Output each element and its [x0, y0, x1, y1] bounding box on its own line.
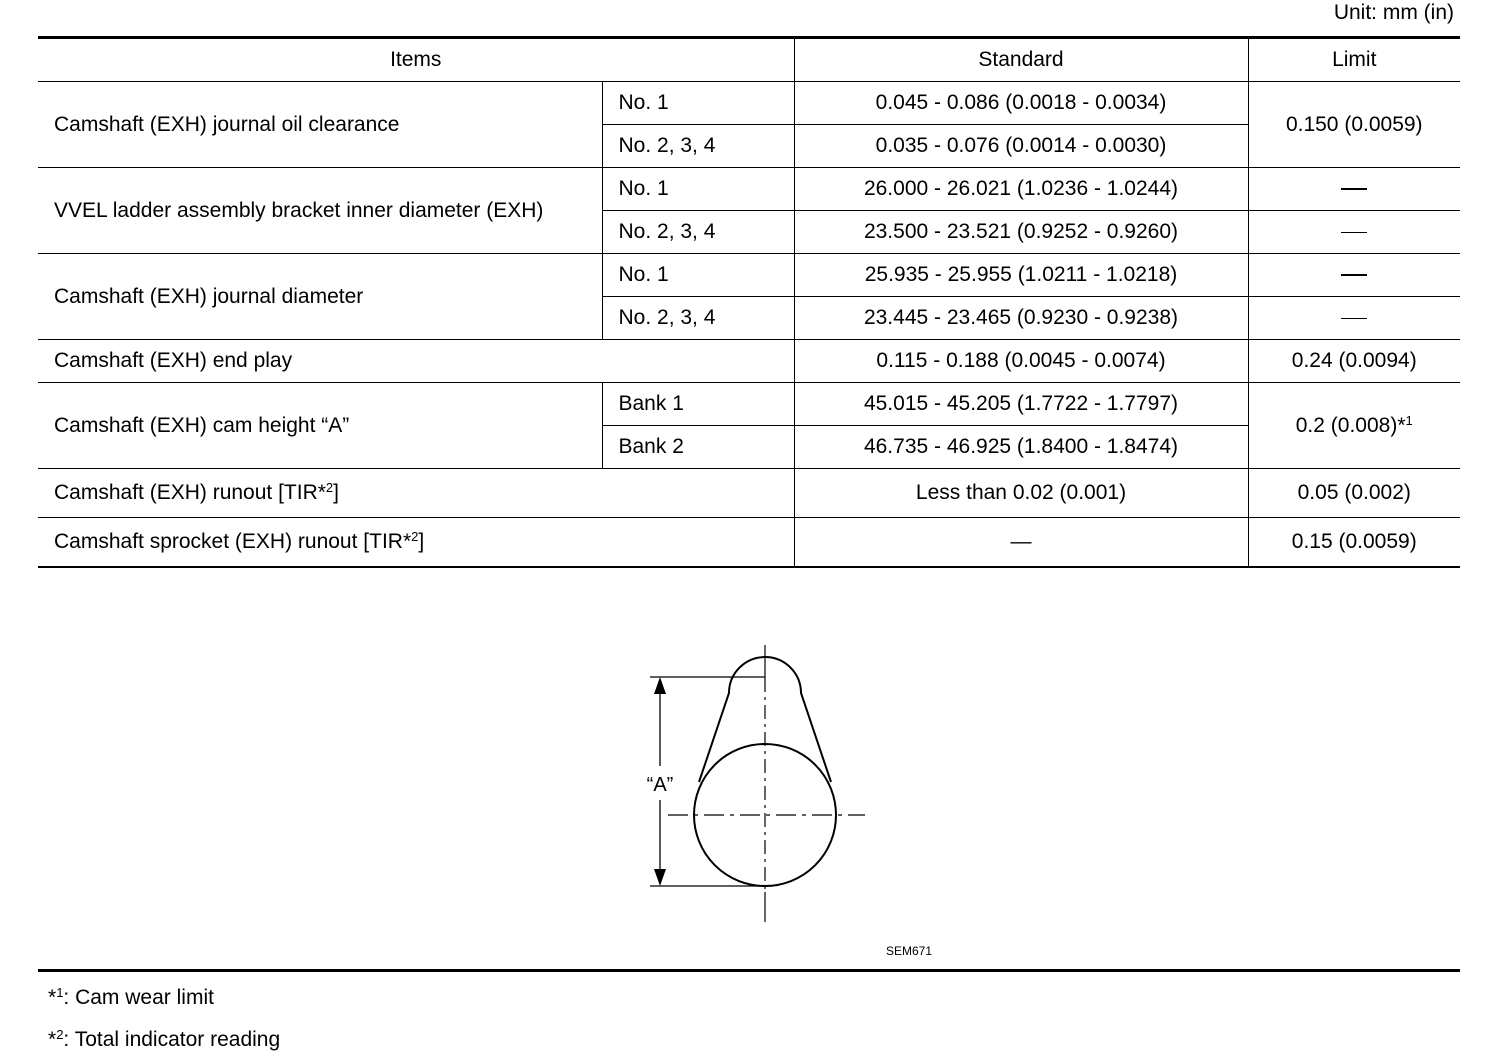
footnote-ref: 2: [325, 480, 334, 495]
limit-text: 0.2 (0.008)*: [1295, 413, 1406, 437]
footnote-2: [48, 1027, 280, 1053]
standard-value: Less than 0.02 (0.001): [794, 469, 1248, 518]
standard-value: 23.445 - 23.465 (0.9230 - 0.9238): [794, 297, 1248, 340]
standard-value: 0.045 - 0.086 (0.0018 - 0.0034): [794, 82, 1248, 125]
footnote-mark: *: [48, 986, 57, 1009]
item-label: [38, 469, 794, 518]
standard-value: 0.035 - 0.076 (0.0014 - 0.0030): [794, 125, 1248, 168]
item-label: Camshaft (EXH) cam height “A”: [38, 383, 602, 469]
table-row: [38, 340, 1460, 383]
footnote-text: : Total indicator reading: [63, 1028, 281, 1051]
table-row: [38, 82, 1460, 125]
header-standard: Standard: [794, 38, 1248, 82]
label-end: ]: [333, 481, 339, 504]
standard-value: 25.935 - 25.955 (1.0211 - 1.0218): [794, 254, 1248, 297]
sub-item: No. 2, 3, 4: [602, 297, 794, 340]
label-text: Camshaft (EXH) runout [TIR*: [54, 481, 326, 504]
footnote-1: [48, 985, 214, 1011]
sub-item: Bank 1: [602, 383, 794, 426]
standard-value: 45.015 - 45.205 (1.7722 - 1.7797): [794, 383, 1248, 426]
limit-value: [1248, 297, 1460, 340]
limit-value: 0.05 (0.002): [1248, 469, 1460, 518]
table-row: [38, 168, 1460, 211]
footnote-ref: 2: [411, 529, 419, 544]
limit-value: [1248, 211, 1460, 254]
header-items: Items: [38, 38, 794, 82]
item-label: Camshaft (EXH) journal diameter: [38, 254, 602, 340]
dimension-label-a: “A”: [646, 774, 674, 796]
standard-value: 46.735 - 46.925 (1.8400 - 1.8474): [794, 426, 1248, 469]
standard-value: —: [794, 518, 1248, 568]
standard-value: 23.500 - 23.521 (0.9252 - 0.9260): [794, 211, 1248, 254]
sub-item: No. 1: [602, 168, 794, 211]
footnote-number: 2: [56, 1027, 64, 1042]
limit-value: 0.150 (0.0059): [1248, 82, 1460, 168]
footnote-number: 1: [56, 985, 64, 1000]
item-label: Camshaft (EXH) end play: [38, 340, 794, 383]
figure-code: SEM671: [886, 944, 933, 958]
unit-label: Unit: mm (in): [1333, 1, 1454, 24]
dash-mark: [1341, 318, 1367, 319]
spec-table: [38, 36, 1460, 568]
sub-item: No. 2, 3, 4: [602, 125, 794, 168]
dash-mark: [1341, 274, 1367, 276]
label-text: Camshaft sprocket (EXH) runout [TIR*: [54, 530, 412, 553]
table-row: [38, 518, 1460, 568]
table-row: [38, 469, 1460, 518]
limit-value: 0.15 (0.0059): [1248, 518, 1460, 568]
sub-item: No. 2, 3, 4: [602, 211, 794, 254]
standard-value: 26.000 - 26.021 (1.0236 - 1.0244): [794, 168, 1248, 211]
footnote-divider: [38, 969, 1460, 972]
item-label: Camshaft (EXH) journal oil clearance: [38, 82, 602, 168]
limit-value: [1248, 168, 1460, 211]
header-limit: Limit: [1248, 38, 1460, 82]
item-label: VVEL ladder assembly bracket inner diameter (EXH): [38, 168, 602, 254]
item-label: [38, 518, 794, 568]
limit-value: [1248, 254, 1460, 297]
label-end: ]: [418, 530, 425, 553]
footnote-mark: *: [48, 1028, 57, 1051]
sub-item: No. 1: [602, 82, 794, 125]
limit-value: 0.24 (0.0094): [1248, 340, 1460, 383]
limit-value: [1248, 383, 1460, 469]
center-lines: [668, 645, 865, 922]
table-row: [38, 383, 1460, 426]
dash-mark: [1341, 232, 1367, 233]
header-row: [38, 38, 1460, 82]
dash-mark: [1341, 188, 1367, 190]
sub-item: No. 1: [602, 254, 794, 297]
footnote-ref: 1: [1405, 412, 1413, 428]
table-row: [38, 254, 1460, 297]
sub-item: Bank 2: [602, 426, 794, 469]
standard-value: 0.115 - 0.188 (0.0045 - 0.0074): [794, 340, 1248, 383]
cam-height-diagram: [620, 640, 880, 930]
footnote-text: : Cam wear limit: [63, 986, 214, 1009]
